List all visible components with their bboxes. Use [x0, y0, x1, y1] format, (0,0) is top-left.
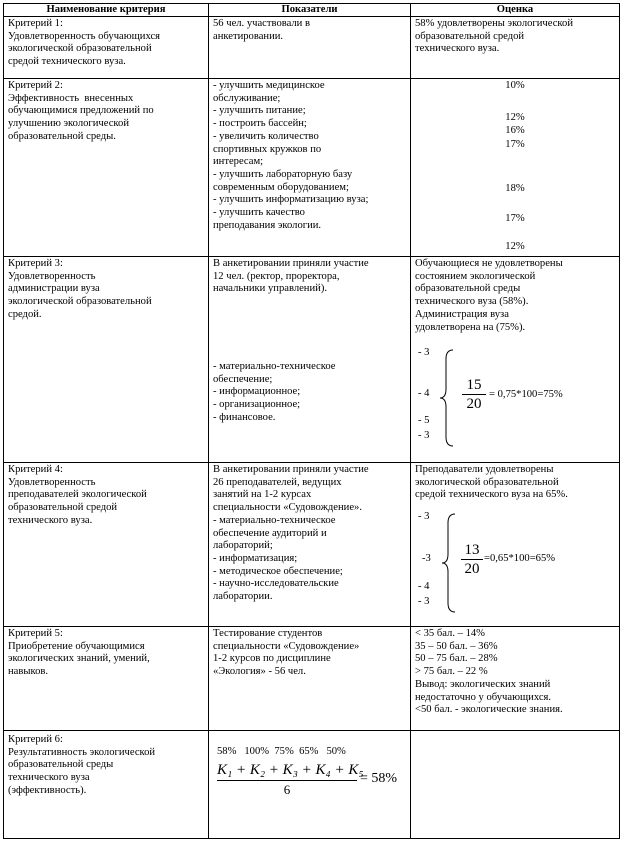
fraction-numerator: 13 — [464, 542, 480, 558]
score: - 4 — [418, 388, 430, 399]
indicators-5: Тестирование студентов специальности «Судовождение» 1-2 курсов по дисциплине «Экология» - 56 чел. — [213, 628, 360, 678]
indicators-1: 56 чел. участвовали в анкетировании. — [213, 18, 311, 42]
assessment-5: < 35 бал. – 14% 35 – 50 бал. – 36% 50 – 75 бал. – 28% > 75 бал. – 22 % Вывод: экологических знаний недостаточно у обучающихся. <50 бал. - экологические знания. — [415, 628, 563, 716]
brace-icon — [441, 513, 457, 613]
score: - 5 — [418, 415, 430, 426]
fraction-result: =0,65*100=65% — [484, 553, 556, 564]
indicators-3-intro: В анкетировании приняли участие 12 чел. (ректор, проректора, начальники управлений). — [213, 258, 369, 295]
efficiency-formula — [217, 761, 364, 798]
assessment-6 — [411, 731, 619, 838]
assessment-4-text: Преподаватели удовлетворены экологической образовательной средой технического вуза на 65%. — [415, 464, 568, 501]
fraction — [462, 376, 486, 413]
formula-result: = 58% — [360, 771, 398, 786]
indicators-4: В анкетировании приняли участие 26 преподавателей, ведущих занятий на 1-2 курсах специальности «Судовождение». - материально-техническое обеспечение аудиторий и лабораторий; - информатизация; - методическое обеспечение; - научно-исследовательские лаборатории. — [213, 464, 369, 603]
percent-list: 58% 100% 75% 65% 50% — [217, 746, 346, 757]
percent-value: 17% — [505, 139, 525, 150]
score: -3 — [422, 553, 431, 564]
fraction-result: = 0,75*100=75% — [489, 389, 563, 400]
percent-value: 10% — [505, 80, 525, 91]
fraction-numerator: 15 — [466, 377, 482, 393]
percent-value: 16% — [505, 125, 525, 136]
percent-value: 12% — [505, 112, 525, 123]
percent-value: 12% — [505, 241, 525, 252]
percent-value: 17% — [505, 213, 525, 224]
criterion-3: Критерий 3: Удовлетворенность администрации вуза экологической образовательной средой. — [8, 258, 152, 320]
formula-denominator: 6 — [283, 782, 291, 797]
score: - 3 — [418, 430, 430, 441]
formula-numerator: K₁ + K₂ + K₃ + K₄ + K₅ — [217, 762, 364, 778]
brace-icon — [439, 349, 455, 447]
score: - 4 — [418, 581, 430, 592]
header-criterion: Наименование критерия — [46, 4, 166, 15]
indicators-6 — [209, 731, 410, 838]
fraction — [461, 541, 483, 578]
header-assessment: Оценка — [496, 4, 534, 15]
assessment-2 — [411, 79, 619, 256]
criteria-table — [3, 3, 620, 839]
fraction-denominator: 20 — [466, 396, 482, 412]
percent-value: 18% — [505, 183, 525, 194]
indicators-3-list: - материально-техническое обеспечение; - информационное; - организационное; - финансовое. — [213, 361, 336, 423]
assessment-3-text: Обучающиеся не удовлетворены состоянием экологической образовательной среды технического вуза (58%). Администрация вуза удовлетворена на (75%). — [415, 258, 563, 333]
criterion-4: Критерий 4: Удовлетворенность преподавателей экологической образовательной средой технического вуза. — [8, 464, 147, 526]
indicators-3 — [209, 257, 410, 462]
assessment-1: 58% удовлетворены экологической образовательной средой технического вуза. — [415, 18, 574, 55]
header-indicators: Показатели — [281, 4, 338, 15]
criterion-5: Критерий 5: Приобретение обучающимися экологических знаний, умений, навыков. — [8, 628, 150, 678]
score: - 3 — [418, 596, 430, 607]
fraction-denominator: 20 — [464, 561, 480, 577]
criterion-6: Критерий 6: Результативность экологической образовательной среды технического вуза (эффективность). — [8, 734, 156, 796]
criterion-1: Критерий 1: Удовлетворенность обучающихся экологической образовательной средой технического вуза. — [8, 18, 161, 68]
assessment-4 — [411, 463, 619, 626]
assessment-3 — [411, 257, 619, 462]
score: - 3 — [418, 511, 430, 522]
indicators-2: - улучшить медицинское обслуживание; - улучшить питание; - построить бассейн; - увеличить количество спортивных кружков по интересам; - улучшить лабораторную базу современным оборудованием; - улучшить информатизацию вуза; - улучшить качество преподавания экологии. — [213, 80, 369, 231]
criterion-2: Критерий 2: Эффективность внесенных обучающимися предложений по улучшению экологической образовательной среды. — [8, 80, 154, 142]
score: - 3 — [418, 347, 430, 358]
